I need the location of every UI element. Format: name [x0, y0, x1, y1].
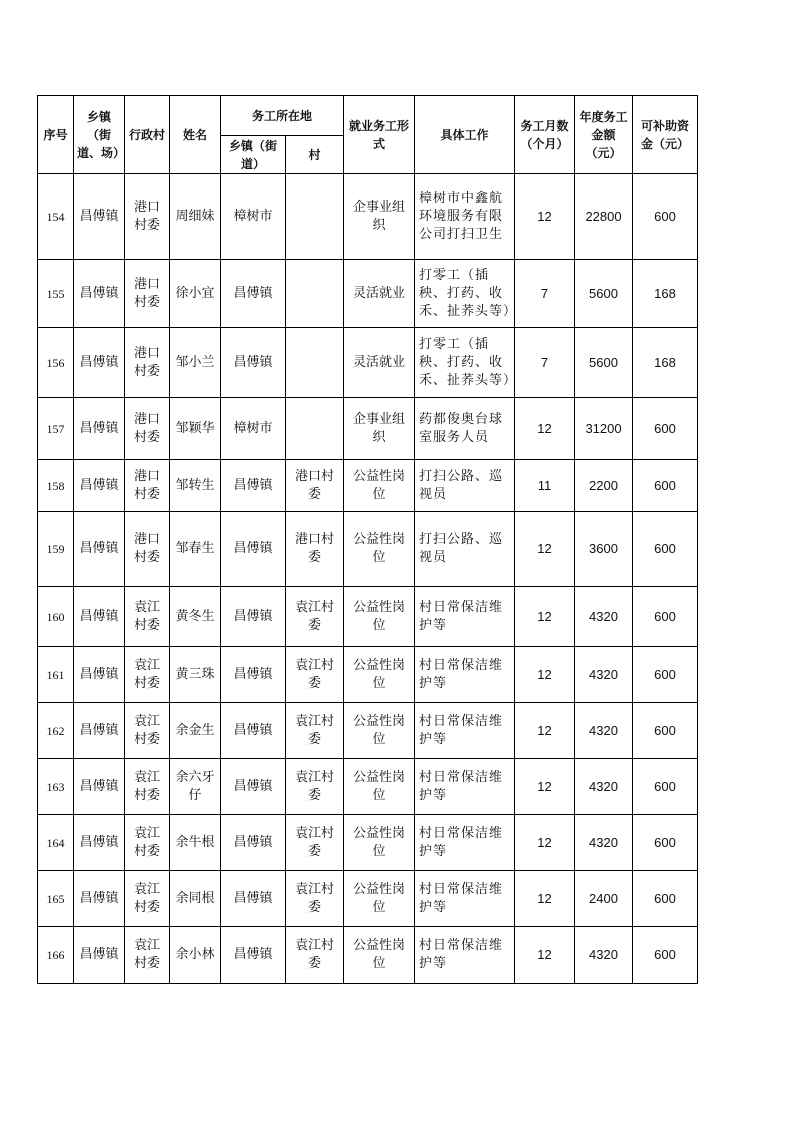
cell-form: 企事业组织 — [344, 174, 415, 260]
cell-form: 公益性岗位 — [344, 512, 415, 587]
table-row — [38, 460, 698, 512]
cell-subsidy: 600 — [633, 174, 698, 260]
cell-months: 7 — [515, 260, 575, 328]
cell-village: 袁江村委 — [125, 703, 170, 759]
cell-form: 公益性岗位 — [344, 587, 415, 647]
cell-town: 昌傅镇 — [74, 174, 125, 260]
cell-loc-town: 昌傅镇 — [221, 647, 286, 703]
cell-job: 打扫公路、巡视员 — [415, 460, 515, 512]
cell-amount: 4320 — [575, 587, 633, 647]
cell-subsidy: 600 — [633, 647, 698, 703]
cell-town: 昌傅镇 — [74, 460, 125, 512]
cell-job: 打扫公路、巡视员 — [415, 512, 515, 587]
cell-subsidy: 600 — [633, 871, 698, 927]
cell-loc-village: 港口村委 — [286, 512, 344, 587]
cell-town: 昌傅镇 — [74, 815, 125, 871]
cell-months: 12 — [515, 759, 575, 815]
cell-subsidy: 600 — [633, 927, 698, 984]
cell-job: 村日常保洁维护等 — [415, 703, 515, 759]
header-seq: 序号 — [38, 96, 74, 174]
cell-job: 村日常保洁维护等 — [415, 647, 515, 703]
cell-village: 港口村委 — [125, 460, 170, 512]
cell-seq: 161 — [38, 647, 74, 703]
cell-village: 港口村委 — [125, 260, 170, 328]
cell-name: 徐小宜 — [170, 260, 221, 328]
cell-seq: 162 — [38, 703, 74, 759]
cell-name: 黄三珠 — [170, 647, 221, 703]
cell-months: 11 — [515, 460, 575, 512]
cell-seq: 166 — [38, 927, 74, 984]
table-row — [38, 759, 698, 815]
cell-form: 企事业组织 — [344, 398, 415, 460]
cell-village: 袁江村委 — [125, 587, 170, 647]
cell-seq: 157 — [38, 398, 74, 460]
cell-loc-town: 昌傅镇 — [221, 871, 286, 927]
cell-village: 袁江村委 — [125, 647, 170, 703]
cell-name: 余金生 — [170, 703, 221, 759]
cell-form: 灵活就业 — [344, 260, 415, 328]
header-months: 务工月数（个月） — [515, 96, 575, 174]
cell-months: 12 — [515, 587, 575, 647]
cell-form: 公益性岗位 — [344, 871, 415, 927]
table-row — [38, 927, 698, 984]
cell-seq: 163 — [38, 759, 74, 815]
cell-months: 12 — [515, 647, 575, 703]
cell-loc-village: 港口村委 — [286, 460, 344, 512]
cell-amount: 5600 — [575, 260, 633, 328]
cell-form: 公益性岗位 — [344, 815, 415, 871]
cell-months: 12 — [515, 703, 575, 759]
cell-loc-town: 昌傅镇 — [221, 328, 286, 398]
cell-town: 昌傅镇 — [74, 398, 125, 460]
cell-loc-village: 袁江村委 — [286, 587, 344, 647]
cell-job: 村日常保洁维护等 — [415, 759, 515, 815]
cell-name: 邹转生 — [170, 460, 221, 512]
employment-subsidy-table — [37, 95, 698, 984]
cell-town: 昌傅镇 — [74, 328, 125, 398]
cell-job: 村日常保洁维护等 — [415, 927, 515, 984]
cell-amount: 3600 — [575, 512, 633, 587]
cell-name: 周细妹 — [170, 174, 221, 260]
cell-amount: 4320 — [575, 927, 633, 984]
header-loc-town: 乡镇（街道） — [221, 136, 286, 174]
cell-seq: 165 — [38, 871, 74, 927]
cell-loc-town: 昌傅镇 — [221, 927, 286, 984]
cell-name: 余小林 — [170, 927, 221, 984]
cell-amount: 22800 — [575, 174, 633, 260]
cell-loc-town: 樟树市 — [221, 398, 286, 460]
cell-seq: 156 — [38, 328, 74, 398]
cell-loc-village: 袁江村委 — [286, 927, 344, 984]
cell-months: 12 — [515, 815, 575, 871]
cell-job: 村日常保洁维护等 — [415, 587, 515, 647]
cell-town: 昌傅镇 — [74, 871, 125, 927]
cell-amount: 2200 — [575, 460, 633, 512]
cell-village: 袁江村委 — [125, 871, 170, 927]
header-amount: 年度务工金额（元） — [575, 96, 633, 174]
cell-village: 港口村委 — [125, 398, 170, 460]
cell-loc-village — [286, 398, 344, 460]
cell-seq: 159 — [38, 512, 74, 587]
header-form: 就业务工形式 — [344, 96, 415, 174]
cell-town: 昌傅镇 — [74, 587, 125, 647]
cell-seq: 160 — [38, 587, 74, 647]
cell-loc-village: 袁江村委 — [286, 871, 344, 927]
cell-loc-town: 昌傅镇 — [221, 759, 286, 815]
table-row — [38, 871, 698, 927]
header-subsidy: 可补助资金（元） — [633, 96, 698, 174]
table-row — [38, 815, 698, 871]
cell-subsidy: 600 — [633, 815, 698, 871]
cell-amount: 4320 — [575, 815, 633, 871]
cell-seq: 158 — [38, 460, 74, 512]
cell-name: 邹春生 — [170, 512, 221, 587]
cell-loc-town: 樟树市 — [221, 174, 286, 260]
cell-town: 昌傅镇 — [74, 759, 125, 815]
cell-town: 昌傅镇 — [74, 260, 125, 328]
cell-job: 村日常保洁维护等 — [415, 871, 515, 927]
header-name: 姓名 — [170, 96, 221, 174]
cell-village: 港口村委 — [125, 512, 170, 587]
cell-amount: 4320 — [575, 759, 633, 815]
cell-months: 7 — [515, 328, 575, 398]
header-town: 乡镇（街道、场） — [74, 96, 125, 174]
cell-town: 昌傅镇 — [74, 927, 125, 984]
cell-name: 余同根 — [170, 871, 221, 927]
cell-loc-village — [286, 260, 344, 328]
header-work-location: 务工所在地 — [221, 96, 344, 136]
cell-loc-town: 昌傅镇 — [221, 587, 286, 647]
cell-name: 邹颖华 — [170, 398, 221, 460]
cell-name: 余牛根 — [170, 815, 221, 871]
cell-village: 港口村委 — [125, 174, 170, 260]
header-job: 具体工作 — [415, 96, 515, 174]
cell-seq: 154 — [38, 174, 74, 260]
cell-name: 邹小兰 — [170, 328, 221, 398]
cell-town: 昌傅镇 — [74, 703, 125, 759]
cell-form: 公益性岗位 — [344, 927, 415, 984]
cell-name: 黄冬生 — [170, 587, 221, 647]
cell-job: 村日常保洁维护等 — [415, 815, 515, 871]
cell-amount: 2400 — [575, 871, 633, 927]
cell-loc-town: 昌傅镇 — [221, 512, 286, 587]
cell-months: 12 — [515, 871, 575, 927]
cell-village: 港口村委 — [125, 328, 170, 398]
cell-loc-village: 袁江村委 — [286, 647, 344, 703]
cell-loc-village: 袁江村委 — [286, 759, 344, 815]
cell-form: 公益性岗位 — [344, 759, 415, 815]
table-row — [38, 174, 698, 260]
cell-subsidy: 600 — [633, 398, 698, 460]
cell-seq: 164 — [38, 815, 74, 871]
cell-village: 袁江村委 — [125, 815, 170, 871]
cell-village: 袁江村委 — [125, 927, 170, 984]
cell-form: 灵活就业 — [344, 328, 415, 398]
cell-loc-village: 袁江村委 — [286, 815, 344, 871]
table-header — [38, 96, 698, 174]
cell-subsidy: 600 — [633, 703, 698, 759]
cell-loc-town: 昌傅镇 — [221, 260, 286, 328]
cell-subsidy: 600 — [633, 512, 698, 587]
cell-job: 药都俊奥台球室服务人员 — [415, 398, 515, 460]
table-row — [38, 328, 698, 398]
cell-months: 12 — [515, 174, 575, 260]
table-row — [38, 647, 698, 703]
cell-amount: 31200 — [575, 398, 633, 460]
cell-subsidy: 600 — [633, 759, 698, 815]
cell-form: 公益性岗位 — [344, 703, 415, 759]
table-row — [38, 587, 698, 647]
cell-village: 袁江村委 — [125, 759, 170, 815]
cell-loc-village — [286, 174, 344, 260]
cell-subsidy: 168 — [633, 260, 698, 328]
cell-months: 12 — [515, 398, 575, 460]
cell-form: 公益性岗位 — [344, 460, 415, 512]
table-row — [38, 512, 698, 587]
cell-subsidy: 168 — [633, 328, 698, 398]
cell-form: 公益性岗位 — [344, 647, 415, 703]
cell-name: 余六牙仔 — [170, 759, 221, 815]
cell-job: 打零工（插秧、打药、收禾、扯荞头等） — [415, 260, 515, 328]
cell-loc-town: 昌傅镇 — [221, 703, 286, 759]
cell-job: 樟树市中鑫航环境服务有限公司打扫卫生 — [415, 174, 515, 260]
cell-loc-town: 昌傅镇 — [221, 815, 286, 871]
header-loc-village: 村 — [286, 136, 344, 174]
table-row — [38, 260, 698, 328]
cell-months: 12 — [515, 512, 575, 587]
cell-subsidy: 600 — [633, 587, 698, 647]
cell-loc-town: 昌傅镇 — [221, 460, 286, 512]
table-row — [38, 398, 698, 460]
cell-subsidy: 600 — [633, 460, 698, 512]
cell-seq: 155 — [38, 260, 74, 328]
cell-job: 打零工（插秧、打药、收禾、扯荞头等） — [415, 328, 515, 398]
table-body — [38, 174, 698, 984]
cell-amount: 5600 — [575, 328, 633, 398]
header-village: 行政村 — [125, 96, 170, 174]
cell-amount: 4320 — [575, 647, 633, 703]
cell-months: 12 — [515, 927, 575, 984]
table-row — [38, 703, 698, 759]
cell-loc-village: 袁江村委 — [286, 703, 344, 759]
cell-amount: 4320 — [575, 703, 633, 759]
cell-town: 昌傅镇 — [74, 647, 125, 703]
cell-loc-village — [286, 328, 344, 398]
cell-town: 昌傅镇 — [74, 512, 125, 587]
